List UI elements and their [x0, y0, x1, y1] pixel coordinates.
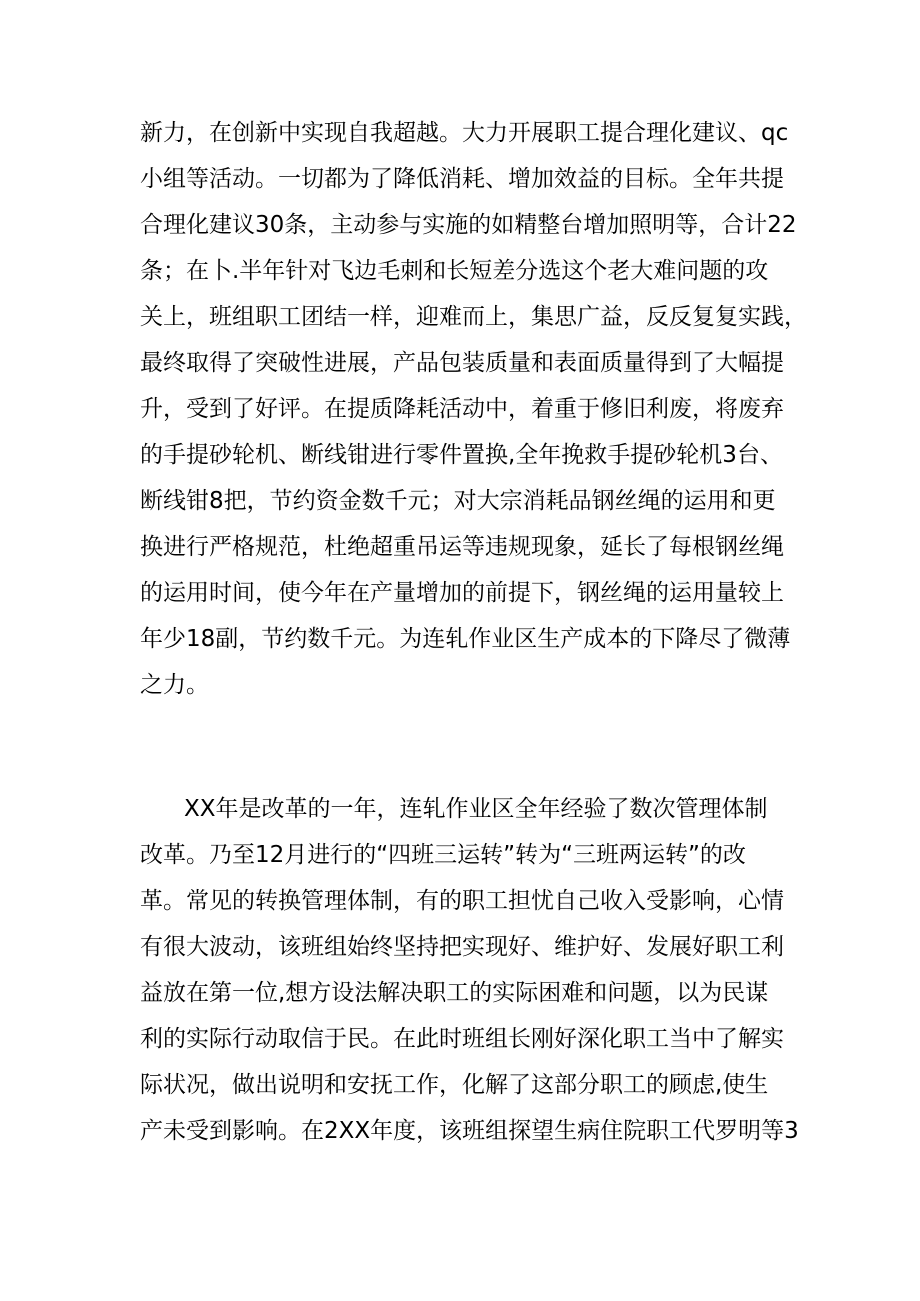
text-line: 利的实际行动取信于民。在此时班组长刚好深化职工当中了解实	[140, 1026, 784, 1052]
text-line: 有很大波动，该班组始终坚持把实现好、维护好、发展好职工利	[140, 934, 784, 960]
text-line: 的运用时间，使今年在产量增加的前提下，钢丝绳的运用量较上	[140, 580, 784, 606]
text-line: 新力，在创新中实现自我超越。大力开展职工提合理化建议、qc	[140, 120, 789, 146]
text-line: 改革。乃至12月进行的“四班三运转”转为“三班两运转”的改	[140, 842, 746, 868]
text-line: XX年是改革的一年，连轧作业区全年经验了数次管理体制	[184, 796, 768, 822]
text-line: 断线钳8把，节约资金数千元；对大宗消耗品钢丝绳的运用和更	[140, 488, 776, 514]
text-line: 年少18副，节约数千元。为连轧作业区生产成本的下降尽了微薄	[140, 626, 791, 652]
text-line: 革。常见的转换管理体制，有的职工担忧自己收入受影响，心情	[140, 888, 784, 914]
text-line: 小组等活动。一切都为了降低消耗、增加效益的目标。全年共提	[140, 166, 784, 192]
text-line: 产未受到影响。在2XX年度，该班组探望生病住院职工代罗明等3	[140, 1118, 799, 1144]
text-line: 的手提砂轮机、断线钳进行零件置换,全年挽救手提砂轮机3台、	[140, 442, 783, 468]
text-line: 升，受到了好评。在提质降耗活动中，着重于修旧利废，将废弃	[140, 396, 784, 422]
text-line: 换进行严格规范，杜绝超重吊运等违规现象，延长了每根钢丝绳	[140, 534, 784, 560]
text-line: 之力。	[140, 672, 209, 698]
text-line: 最终取得了突破性进展，产品包装质量和表面质量得到了大幅提	[140, 350, 784, 376]
text-line: 益放在第一位,想方设法解决职工的实际困难和问题，以为民谋	[140, 980, 769, 1006]
text-line: 关上，班组职工团结一样，迎难而上，集思广益，反反复复实践，	[140, 304, 807, 330]
text-line: 条；在卜.半年针对飞边毛刺和长短差分选这个老大难问题的攻	[140, 258, 769, 284]
paragraph-2	[140, 786, 800, 1154]
text-line: 合理化建议30条，主动参与实施的如精整台增加照明等，合计22	[140, 212, 797, 238]
text-line: 际状况，做出说明和安抚工作，化解了这部分职工的顾虑,使生	[140, 1072, 769, 1098]
paragraph-1	[140, 110, 807, 708]
